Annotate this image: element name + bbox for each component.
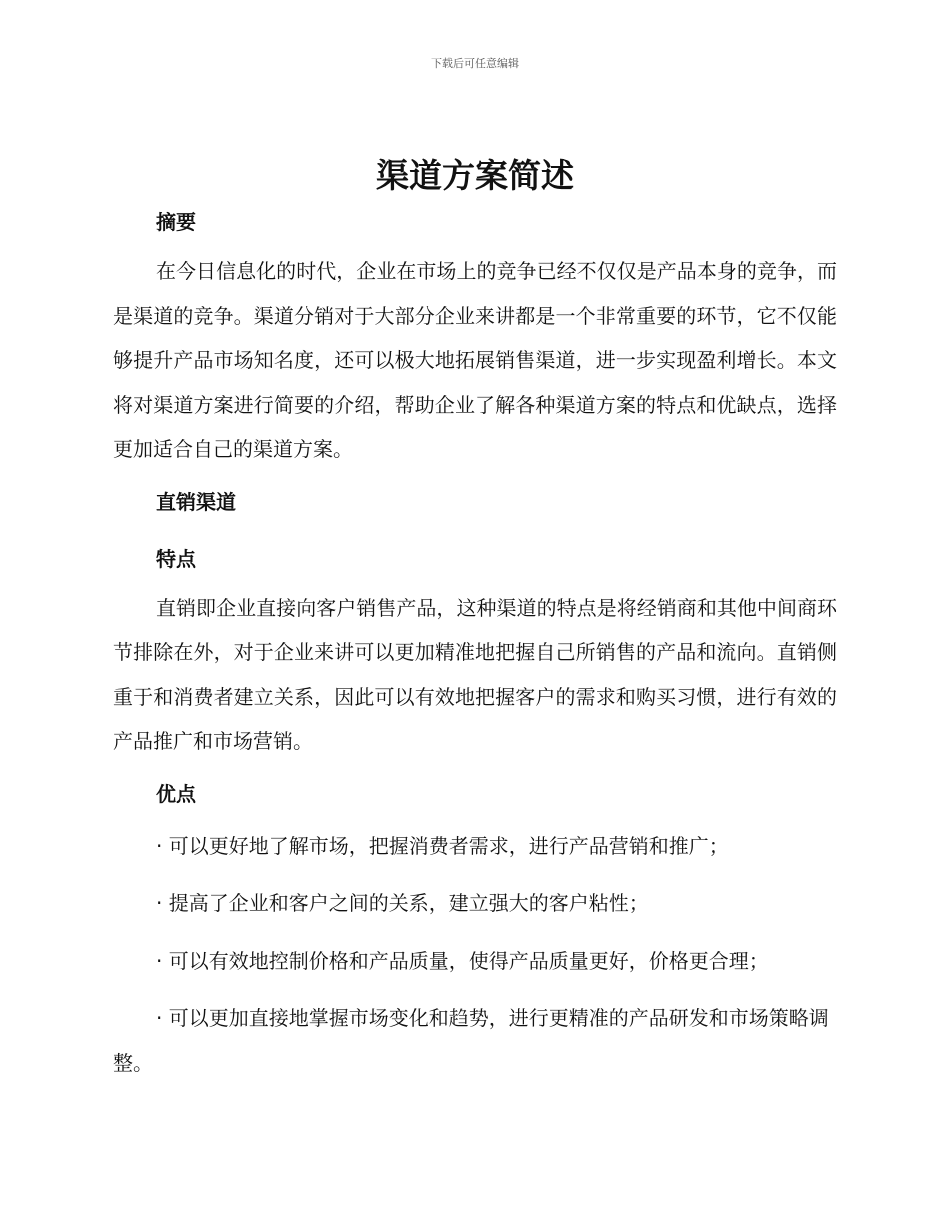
features-heading: 特点	[156, 546, 196, 571]
header-note: 下载后可任意编辑	[431, 57, 519, 70]
document-title: 渠道方案简述	[376, 156, 574, 195]
document-body	[113, 198, 837, 1098]
direct-channel-heading: 直销渠道	[156, 489, 236, 514]
abstract-heading: 摘要	[156, 210, 196, 234]
advantage-item: · 可以更好地了解市场，把握消费者需求，进行产品营销和推广；	[156, 833, 729, 858]
advantage-item: · 可以更加直接地掌握市场变化和趋势，进行更精准的产品研发和市场策略调整。	[113, 1006, 829, 1075]
advantage-item: · 提高了企业和客户之间的关系，建立强大的客户粘性；	[156, 891, 649, 915]
advantages-heading: 优点	[156, 781, 196, 806]
advantage-item: · 可以有效地控制价格和产品质量，使得产品质量更好，价格更合理；	[156, 948, 769, 973]
advantages-list	[113, 824, 837, 1086]
abstract-paragraph: 在今日信息化的时代，企业在市场上的竞争已经不仅仅是产品本身的竞争，而是渠道的竞争。渠道分销对于大部分企业来讲都是一个非常重要的环节，它不仅能够提升产品市场知名度，还可以极大地拓展销售渠道，进一步实现盈利增长。本文将对渠道方案进行简要的介绍，帮助企业了解各种渠道方案的特点和优缺点，选择更加适合自己的渠道方案。	[113, 259, 837, 461]
features-paragraph: 直销即企业直接向客户销售产品，这种渠道的特点是将经销商和其他中间商环节排除在外，对于企业来讲可以更加精准地把握自己所销售的产品和流向。直销侧重于和消费者建立关系，因此可以有效地把握客户的需求和购买习惯，进行有效的产品推广和市场营销。	[113, 595, 837, 753]
